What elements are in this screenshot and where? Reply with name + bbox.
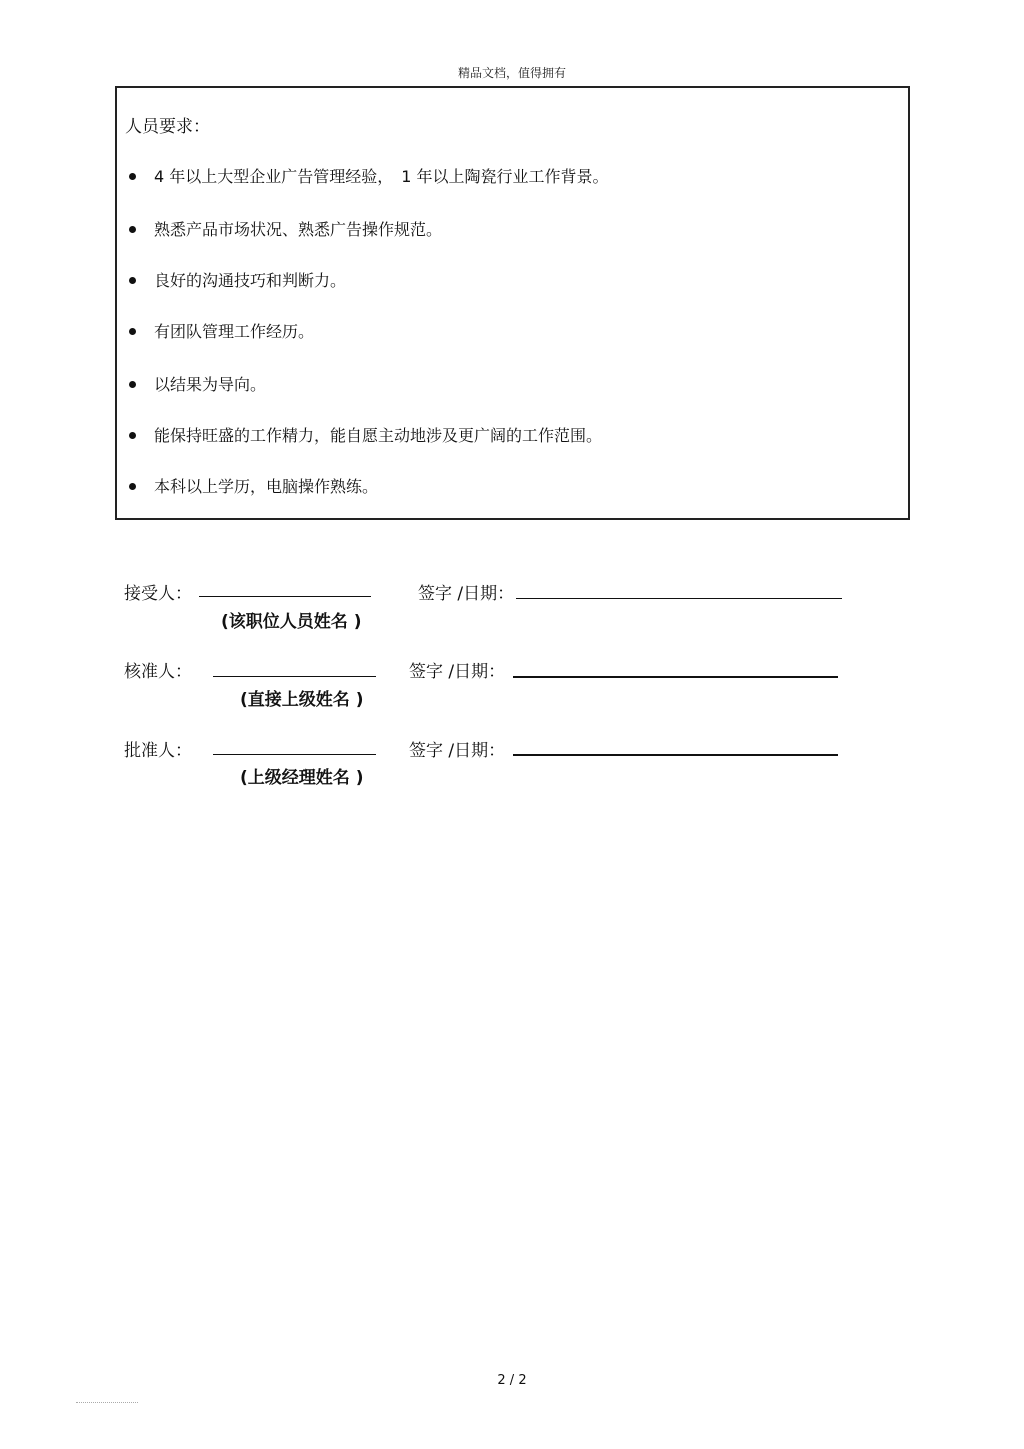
bullet-icon — [129, 226, 136, 233]
receiver-sub-label: (该职位人员姓名 ) — [221, 612, 362, 632]
receiver-name-line[interactable] — [199, 596, 371, 597]
list-item: 良好的沟通技巧和判断力。 — [129, 268, 346, 291]
bullet-icon — [129, 173, 136, 180]
authorizer-sign-date-label: 签字 /日期： — [409, 741, 506, 761]
receiver-sign-date-label: 签字 /日期： — [418, 584, 515, 604]
bullet-icon — [129, 328, 136, 335]
requirements-box — [115, 86, 910, 520]
approver-name-line[interactable] — [213, 676, 376, 677]
bullet-icon — [129, 381, 136, 388]
list-item: 以结果为导向。 — [129, 372, 266, 395]
bullet-icon — [129, 432, 136, 439]
approver-sign-date-label: 签字 /日期： — [409, 662, 506, 682]
footer-divider — [76, 1402, 138, 1403]
bullet-icon — [129, 483, 136, 490]
approver-sub-label: (直接上级姓名 ) — [240, 690, 364, 710]
authorizer-label: 批准人： — [124, 741, 192, 761]
receiver-sign-date-line[interactable] — [516, 598, 842, 599]
page-number: 2 / 2 — [497, 1373, 527, 1388]
list-item: 熟悉产品市场状况、熟悉广告操作规范。 — [129, 217, 442, 240]
list-item: 4 年以上大型企业广告管理经验， 1 年以上陶瓷行业工作背景。 — [129, 164, 609, 187]
page-header: 精品文档，值得拥有 — [457, 66, 566, 80]
bullet-icon — [129, 277, 136, 284]
list-item: 有团队管理工作经历。 — [129, 319, 314, 342]
approver-label: 核准人： — [124, 662, 192, 682]
list-item: 本科以上学历，电脑操作熟练。 — [129, 474, 378, 497]
authorizer-name-line[interactable] — [213, 754, 376, 755]
receiver-label: 接受人： — [124, 584, 192, 604]
authorizer-sign-date-line[interactable] — [513, 754, 838, 756]
approver-sign-date-line[interactable] — [513, 676, 838, 678]
list-item: 能保持旺盛的工作精力，能自愿主动地涉及更广阔的工作范围。 — [129, 423, 602, 446]
authorizer-sub-label: (上级经理姓名 ) — [240, 768, 364, 788]
requirements-title: 人员要求： — [125, 117, 210, 137]
